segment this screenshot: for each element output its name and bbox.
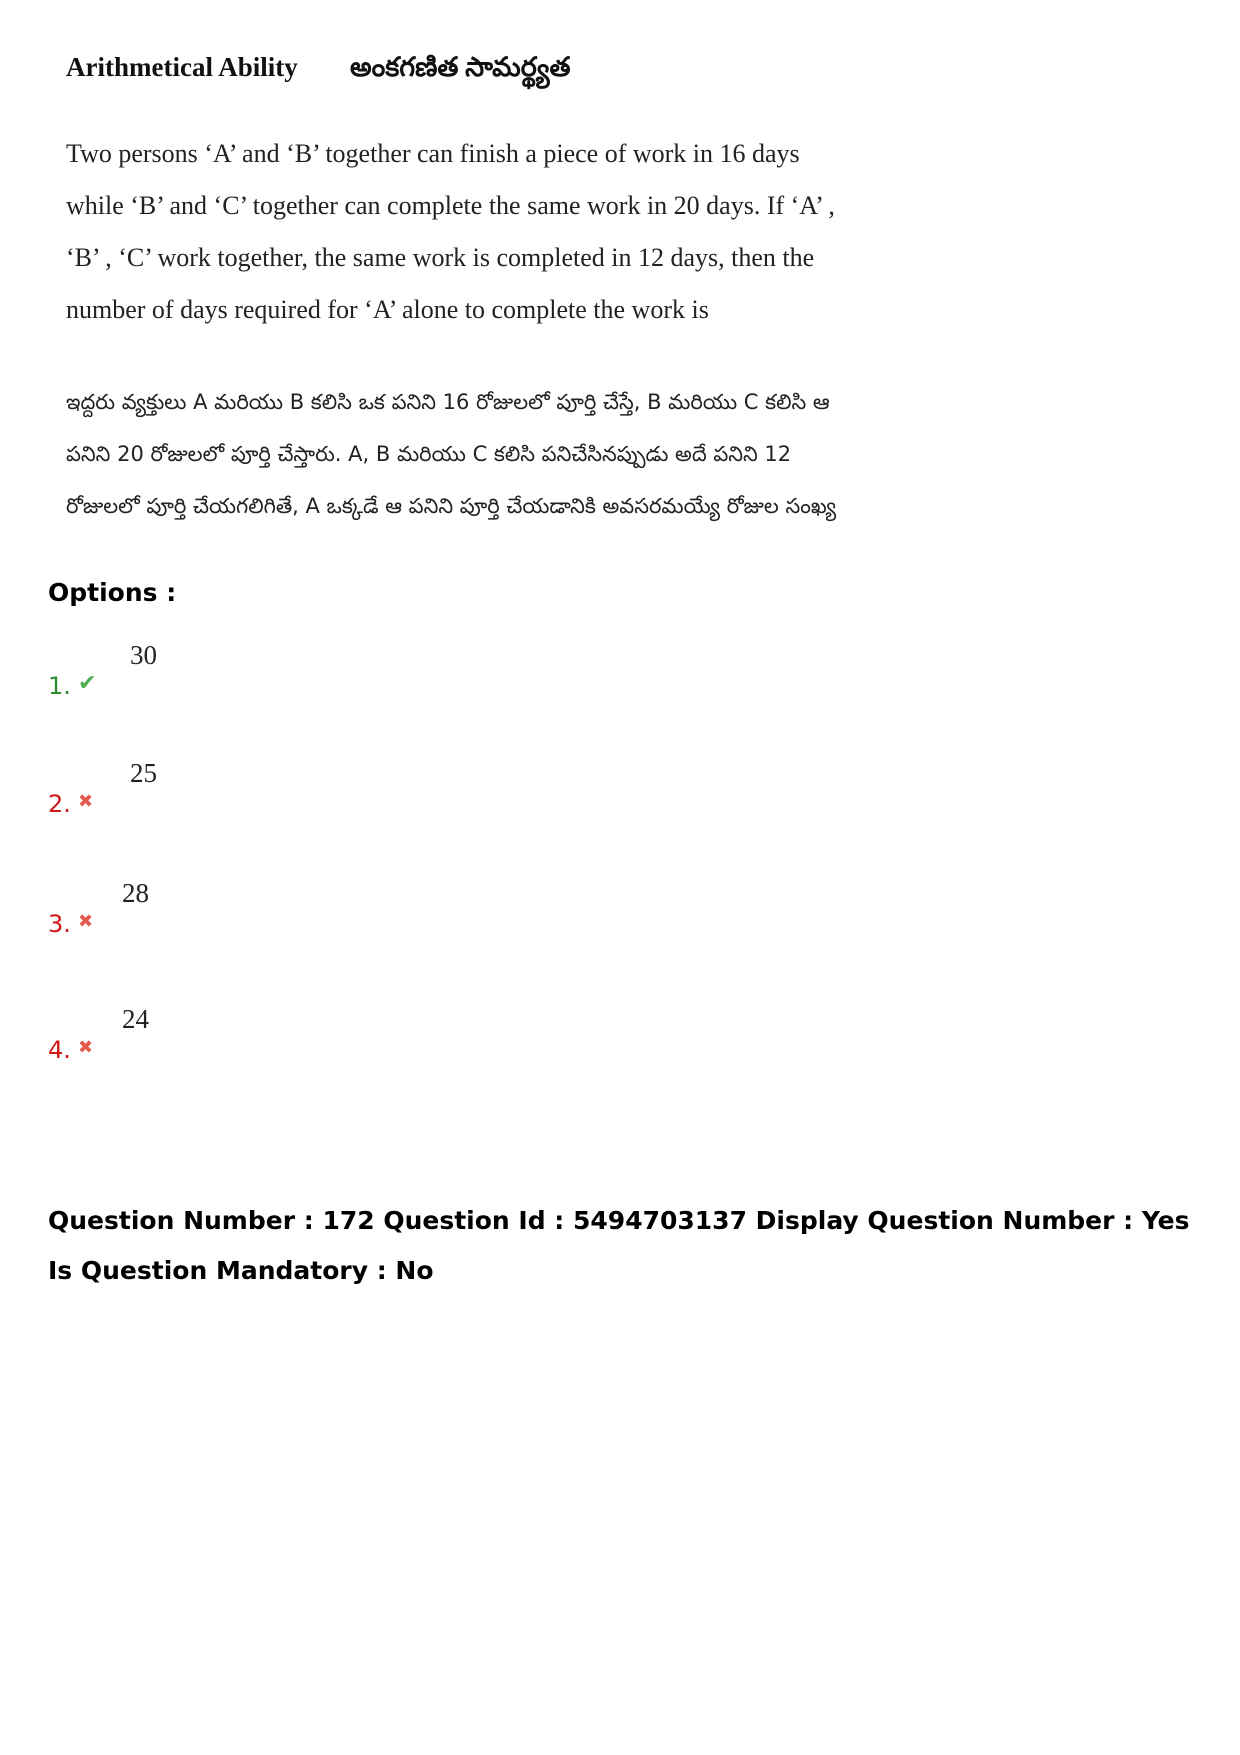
option-number: 2. [48,790,71,818]
cross-icon: ✖ [78,791,94,812]
option-3 [48,878,348,938]
question-text-english: Two persons ‘A’ and ‘B’ together can finish a piece of work in 16 days while ‘B’ and ‘C’ together can complete the same work in 20 days. If ‘A’ , ‘B’ , ‘C’ work together, the same work is completed in 12 days, then the number of days required for ‘A’ alone to complete the work is [66,139,835,324]
option-1 [48,640,348,700]
question-text-telugu: ఇద్దరు వ్యక్తులు A మరియు B కలిసి ఒక పనిని 16 రోజులలో పూర్తి చేస్తే, B మరియు C కలిసి ఆ పనిని 20 రోజులలో పూర్తి చేస్తారు. A, B మరియు C కలిసి పనిచేసినప్పుడు అదే పనిని 12 రోజులలో పూర్తి చేయగలిగితే, A ఒక్కడే ఆ పనిని పూర్తి చేయడానికి అవసరమయ్యే రోజుల సంఖ్య [66,390,837,518]
cross-icon: ✖ [78,1037,94,1058]
option-4 [48,1004,348,1064]
option-value: 25 [130,758,157,788]
option-value: 24 [122,1004,149,1034]
option-number: 3. [48,910,71,938]
option-value: 30 [130,640,157,670]
cross-icon: ✖ [78,911,94,932]
question-image [56,40,876,540]
heading-english: Arithmetical Ability [66,52,298,82]
option-value: 28 [122,878,149,908]
heading-telugu: అంకగణిత సామర్థ్యత [350,52,571,82]
options-label: Options : [48,578,177,607]
option-2 [48,758,348,818]
option-number: 4. [48,1036,71,1064]
option-number: 1. [48,672,71,700]
check-icon: ✔ [78,671,97,696]
question-meta: Question Number : 172 Question Id : 5494703137 Display Question Number : Yes Is Question Mandatory : No [48,1206,1190,1285]
